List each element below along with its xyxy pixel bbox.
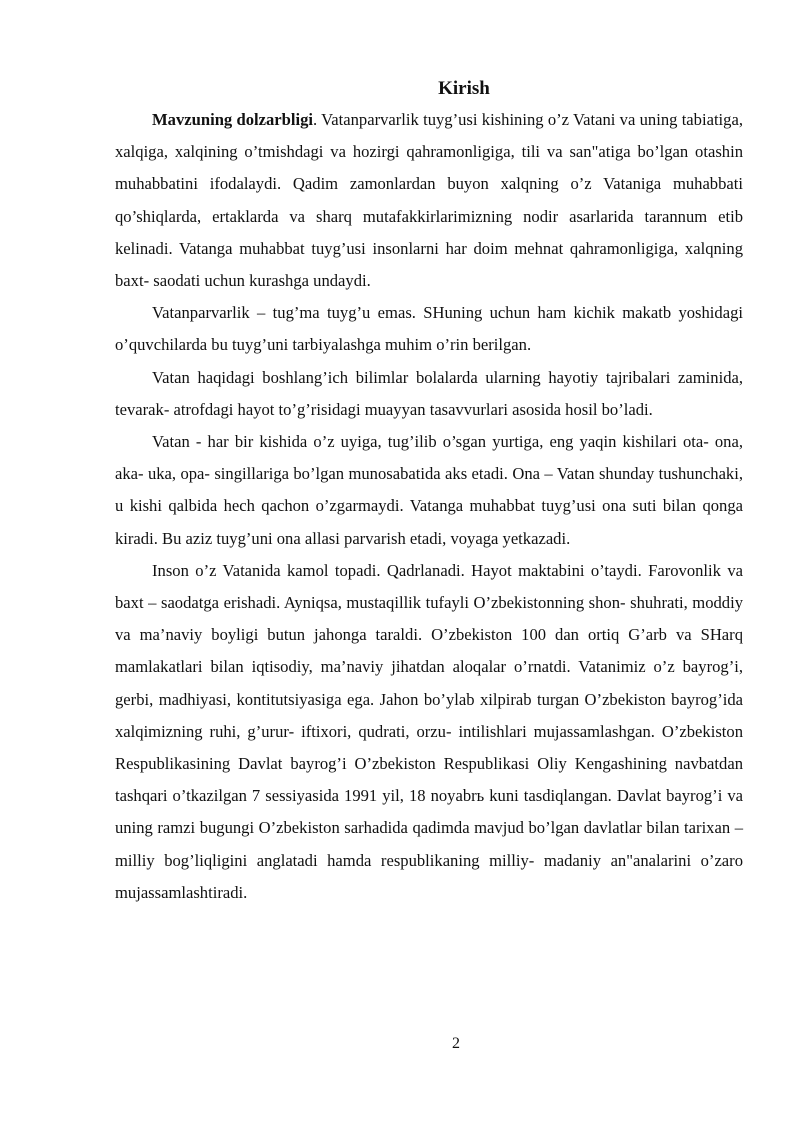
paragraph-text: Vatanparvarlik – tug’ma tuyg’u emas. SHuning uchun ham kichik makatb yoshidagi o’quvchilarda bu tuyg’uni tarbiyalashga muhim o’rin berilgan. <box>115 303 743 355</box>
paragraph-relevance <box>115 104 743 297</box>
paragraph-text: Vatan haqidagi boshlang’ich bilimlar bolalarda ularning hayotiy tajribalari zaminida, tevarak- atrofdagi hayot to’g’risidagi muayyan tasavvurlari asosida hosil bo’ladi. <box>115 367 743 419</box>
paragraph-text: Inson o’z Vatanida kamol topadi. Qadrlanadi. Hayot maktabini o’taydi. Farovonlik va baxt – saodatga erishadi. Ayniqsa, mustaqillik tufayli O’zbekistonning shon- shuhrati, moddiy va ma’naviy boyligi butun jahonga taraldi. O’zbekiston 100 dan ortiq G’arb va SHarq mamlakatlari bilan iqtisodiy, ma’naviy jihatdan aloqalar o’rnatdi. Vatanimiz o’z bayrog’i, gerbi, madhiyasi, kontitutsiyasiga ega. Jahon bo’ylab xilpirab turgan O’zbekiston bayrog’ida xalqimizning ruhi, g’urur- iftixori, qudrati, orzu- intilishlari mujassamlashgan. O’zbekiston Respublikasining Davlat bayrog’i O’zbekiston Respublikasi Oliy Kengashining navbatdan tashqari o’tkazilgan 7 sessiyasida 1991 yil, 18 noyabrь kuni tasdiqlangan. Davlat bayrog’i va uning ramzi bugungi O’zbekiston sarhadida qadimda mavjud bo’lgan davlatlar bilan tarixan – milliy bog’liqligini anglatadi hamda respublikaning milliy- madaniy an"analarini o’zaro mujassamlashtiradi. <box>115 560 743 902</box>
page-title: Kirish <box>438 78 490 99</box>
paragraph-independence <box>115 555 743 909</box>
page-number: 2 <box>452 1035 460 1052</box>
page-content <box>115 74 743 909</box>
paragraph-text: Vatan - har bir kishida o’z uyiga, tug’ilib o’sgan yurtiga, eng yaqin kishilari ota- ona, aka- uka, opa- singillariga bo’lgan munosabatida aks etadi. Ona – Vatan shunday tushunchaki, u kishi qalbida hech qachon o’zgarmaydi. Vatanga muhabbat tuyg’usi ona suti bilan qonga kiradi. Bu aziz tuyg’uni ona allasi parvarish etadi, voyaga yetkazadi. <box>115 432 743 548</box>
paragraph-text: . Vatanparvarlik tuyg’usi kishining o’z Vatani va uning tabiatiga, xalqiga, xalqining o’tmishdagi va hozirgi qahramonligiga, tili va san"atiga bo’lgan otashin muhabbatini ifodalaydi. Qadim zamonlardan buyon xalqning o’z Vataniga muhabbati qo’shiqlarda, ertaklarda va sharq mutafakkirlarimizning nodir asarlarida tarannum etib kelinadi. Vatanga muhabbat tuyg’usi insonlarni har doim mehnat qahramonligiga, xalqning baxt- saodati uchun kurashga undaydi. <box>115 110 743 291</box>
paragraph-initial-knowledge <box>115 362 743 426</box>
paragraph-lead: Mavzuning dolzarbligi <box>152 110 314 129</box>
paragraph-patriotism <box>115 297 743 361</box>
paragraph-homeland <box>115 426 743 555</box>
